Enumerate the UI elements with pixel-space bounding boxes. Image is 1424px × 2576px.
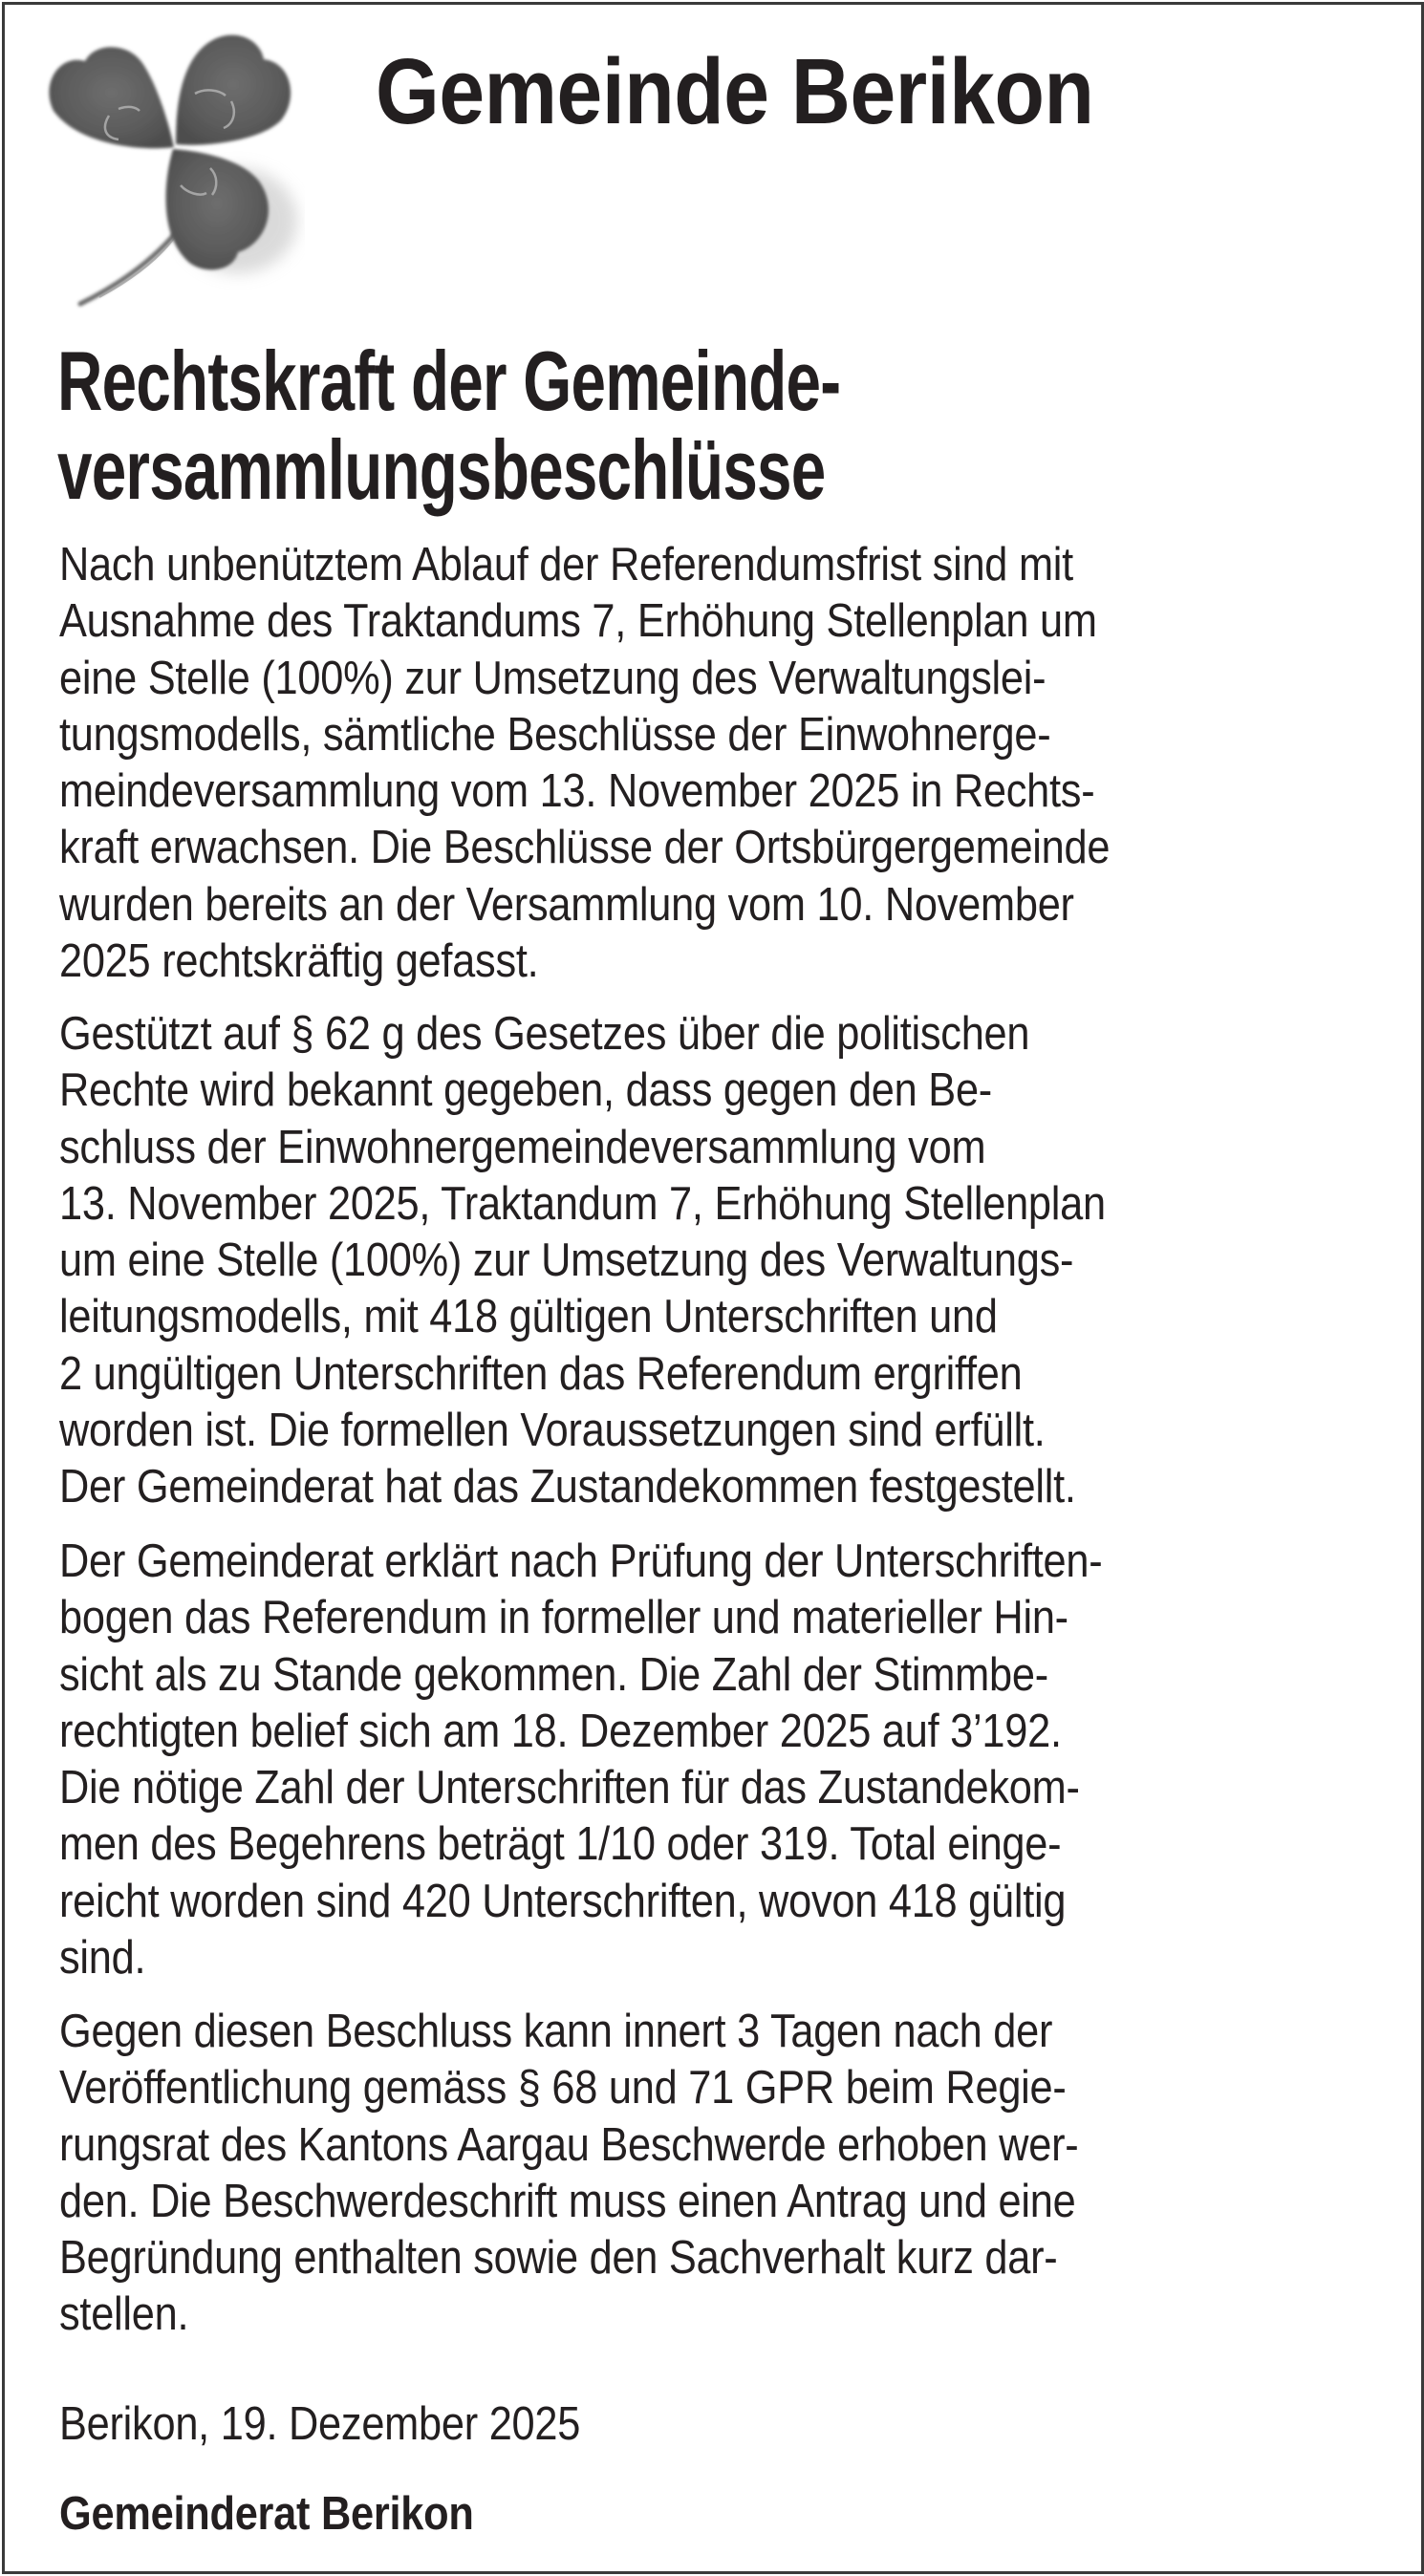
text-line: 13. November 2025, Traktandum 7, Erhöhung Stellenplan	[59, 1177, 1106, 1230]
municipality-title: Gemeinde Berikon	[376, 39, 1094, 143]
text-line: Nach unbenütztem Ablauf der Referendumsfrist sind mit	[59, 539, 1073, 590]
text-line: rechtigten belief sich am 18. Dezember 2025 auf 3’192.	[59, 1705, 1062, 1757]
paragraph-4	[59, 2004, 1211, 2344]
text-line: Der Gemeinderat hat das Zustandekommen festgestellt.	[59, 1461, 1076, 1513]
text-line: Der Gemeinderat erklärt nach Prüfung der Unterschriften-	[59, 1535, 1103, 1587]
text-line: Ausnahme des Traktandums 7, Erhöhung Stellenplan um	[59, 595, 1097, 648]
paragraph-2	[59, 1006, 1241, 1516]
text-line: meindeversammlung vom 13. November 2025 in Rechts-	[59, 765, 1095, 818]
headline-line: Rechtskraft der Gemeinde-	[57, 333, 841, 428]
text-line: worden ist. Die formellen Voraussetzungen sind erfüllt.	[59, 1405, 1046, 1457]
text-line: Veröffentlichung gemäss § 68 und 71 GPR beim Regie-	[59, 2062, 1067, 2114]
text-line: Gestützt auf § 62 g des Gesetzes über die politischen	[59, 1008, 1030, 1060]
text-line: bogen das Referendum in formeller und materieller Hin-	[59, 1592, 1068, 1644]
headline-line: versammlungsbeschlüsse	[57, 422, 826, 517]
text-line: Die nötige Zahl der Unterschriften für das Zustandekom-	[59, 1762, 1080, 1814]
text-line: eine Stelle (100%) zur Umsetzung des Verwaltungslei-	[59, 652, 1046, 704]
text-line: Gegen diesen Beschluss kann innert 3 Tagen nach der	[59, 2006, 1053, 2057]
text-line: 2025 rechtskräftig gefasst.	[59, 935, 539, 988]
text-line: sind.	[59, 1932, 146, 1985]
text-line: Begründung enthalten sowie den Sachverhalt kurz dar-	[59, 2232, 1058, 2285]
text-line: um eine Stelle (100%) zur Umsetzung des Verwaltungs-	[59, 1234, 1074, 1287]
paragraph-3	[59, 1534, 1238, 1986]
text-line: tungsmodells, sämtliche Beschlüsse der Einwohnerge-	[59, 708, 1051, 761]
text-line: stellen.	[59, 2288, 189, 2341]
text-line: 2 ungültigen Unterschriften das Referendum ergriffen	[59, 1347, 1023, 1400]
clover-icon	[42, 25, 305, 311]
text-line: leitungsmodells, mit 418 gültigen Unterschriften und	[59, 1291, 998, 1343]
signature: Gemeinderat Berikon	[59, 2488, 474, 2540]
text-line: rungsrat des Kantons Aargau Beschwerde erhoben wer-	[59, 2118, 1079, 2171]
text-line: wurden bereits an der Versammlung vom 10. November	[59, 878, 1074, 931]
text-line: den. Die Beschwerdeschrift muss einen Antrag und eine	[59, 2175, 1076, 2227]
place-and-date: Berikon, 19. Dezember 2025	[59, 2398, 581, 2450]
text-line: Rechte wird bekannt gegeben, dass gegen den Be-	[59, 1064, 992, 1117]
paragraph-1	[59, 537, 1246, 990]
text-line: kraft erwachsen. Die Beschlüsse der Ortsbürgergemeinde	[59, 822, 1111, 874]
text-line: reicht worden sind 420 Unterschriften, wovon 418 gültig	[59, 1875, 1067, 1927]
text-line: schluss der Einwohnergemeindeversammlung vom	[59, 1121, 986, 1173]
text-line: sicht als zu Stande gekommen. Die Zahl der Stimmbe-	[59, 1648, 1048, 1701]
notice-headline	[57, 333, 1109, 517]
text-line: men des Begehrens beträgt 1/10 oder 319. Total einge-	[59, 1818, 1062, 1871]
